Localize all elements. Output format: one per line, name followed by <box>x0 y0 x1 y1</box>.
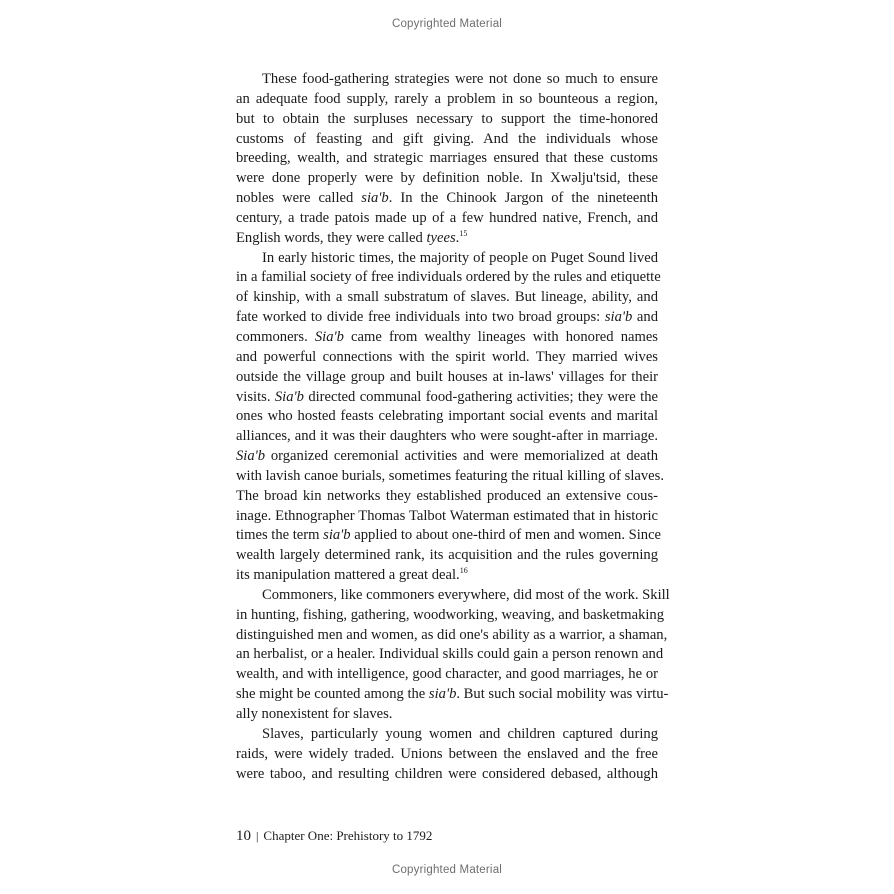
paragraph <box>236 725 658 785</box>
text-line: were taboo, and resulting children were considered debased, although <box>236 765 658 782</box>
text-line: wealth, and with intelligence, good character, and good marriages, he or <box>236 666 658 683</box>
text-line: Commoners, like commoners everywhere, did most of the work. Skill <box>262 586 670 603</box>
text-line: fate worked to divide free individuals into two broad groups: sia'b and <box>236 309 658 326</box>
text-line: times the term sia'b applied to about one-third of men and women. Since <box>236 527 662 544</box>
text-line: its manipulation mattered a great deal.$^{16}$ <box>236 566 468 584</box>
paragraph <box>236 249 664 586</box>
text-line: ally nonexistent for slaves. <box>236 706 393 722</box>
text-line: English words, they were called tyees.$^{15}$ <box>236 228 468 246</box>
text-line: of kinship, with a small substratum of slaves. But lineage, ability, and <box>236 289 658 306</box>
text-line: century, a trade patois made up of a few hundred native, French, and <box>236 209 658 226</box>
footer-separator: | <box>256 829 259 843</box>
body-text <box>236 70 670 784</box>
text-line: ones who hosted feasts celebrating important social events and marital <box>236 408 658 425</box>
text-line: Sia'b organized ceremonial activities and were memorialized at death <box>236 448 658 465</box>
text-line: These food-gathering strategies were not done so much to ensure <box>262 71 658 87</box>
text-line: nobles were called sia'b. In the Chinook Jargon of the nineteenth <box>236 190 658 207</box>
running-head: Chapter One: Prehistory to 1792 <box>263 828 433 843</box>
text-line: and powerful connections with the spirit world. They married wives <box>236 348 658 365</box>
text-line: she might be counted among the sia'b. But such social mobility was virtu- <box>236 686 669 703</box>
paragraph <box>236 70 658 249</box>
footnote-marker[interactable]: 16 <box>459 566 468 576</box>
copyright-watermark-top: Copyrighted Material <box>391 18 503 30</box>
text-line: wealth largely determined rank, its acquisition and the rules governing <box>236 547 658 564</box>
italic-term: tyees <box>426 229 456 246</box>
text-line: an herbalist, or a healer. Individual skills could gain a person renown and <box>236 646 664 663</box>
text-line: with lavish canoe burials, sometimes featuring the ritual killing of slaves. <box>236 467 664 484</box>
text-line: were done properly were by definition noble. In Xwəlju'tsid, these <box>236 170 658 187</box>
text-line: commoners. Sia'b came from wealthy lineages with honored names <box>236 328 658 345</box>
text-line: distinguished men and women, as did one's ability as a warrior, a shaman, <box>236 626 668 643</box>
text-line: Slaves, particularly young women and children captured during <box>262 725 658 742</box>
italic-term: Sia'b <box>314 328 344 345</box>
page-footer <box>236 828 432 845</box>
italic-term: sia'b <box>604 309 633 326</box>
copyright-watermark-bottom: Copyrighted Material <box>391 864 503 876</box>
text-line: breeding, wealth, and strategic marriages ensured that these customs <box>236 150 658 167</box>
text-line: In early historic times, the majority of people on Puget Sound lived <box>262 249 658 266</box>
italic-term: sia'b <box>428 686 457 703</box>
text-line: alliances, and it was their daughters who were sought-after in marriage. <box>236 428 658 445</box>
italic-term: Sia'b <box>274 388 304 405</box>
footnote-marker[interactable]: 15 <box>459 228 468 238</box>
italic-term: Sia'b <box>236 448 266 465</box>
text-line: The broad kin networks they established produced an extensive cous- <box>236 487 658 504</box>
italic-term: sia'b <box>361 190 389 207</box>
text-line: but to obtain the surpluses necessary to support the time-honored <box>236 110 658 127</box>
page-number: 10 <box>236 828 251 844</box>
text-line: inage. Ethnographer Thomas Talbot Waterman estimated that in historic <box>236 507 658 524</box>
text-line: in a familial society of free individuals ordered by the rules and etiquette <box>236 269 661 286</box>
text-line: an adequate food supply, rarely a problem in so bounteous a region, <box>236 90 658 107</box>
text-line: visits. Sia'b directed communal food-gathering activities; they were the <box>236 388 658 405</box>
text-line: outside the village group and built houses at in-laws' villages for their <box>236 368 658 385</box>
text-line: raids, were widely traded. Unions between the enslaved and the free <box>236 745 658 762</box>
italic-term: sia'b <box>323 527 351 544</box>
text-line: in hunting, fishing, gathering, woodworking, weaving, and basketmaking <box>236 606 665 623</box>
text-line: customs of feasting and gift giving. And the individuals whose <box>236 130 658 147</box>
paragraph <box>236 586 670 725</box>
